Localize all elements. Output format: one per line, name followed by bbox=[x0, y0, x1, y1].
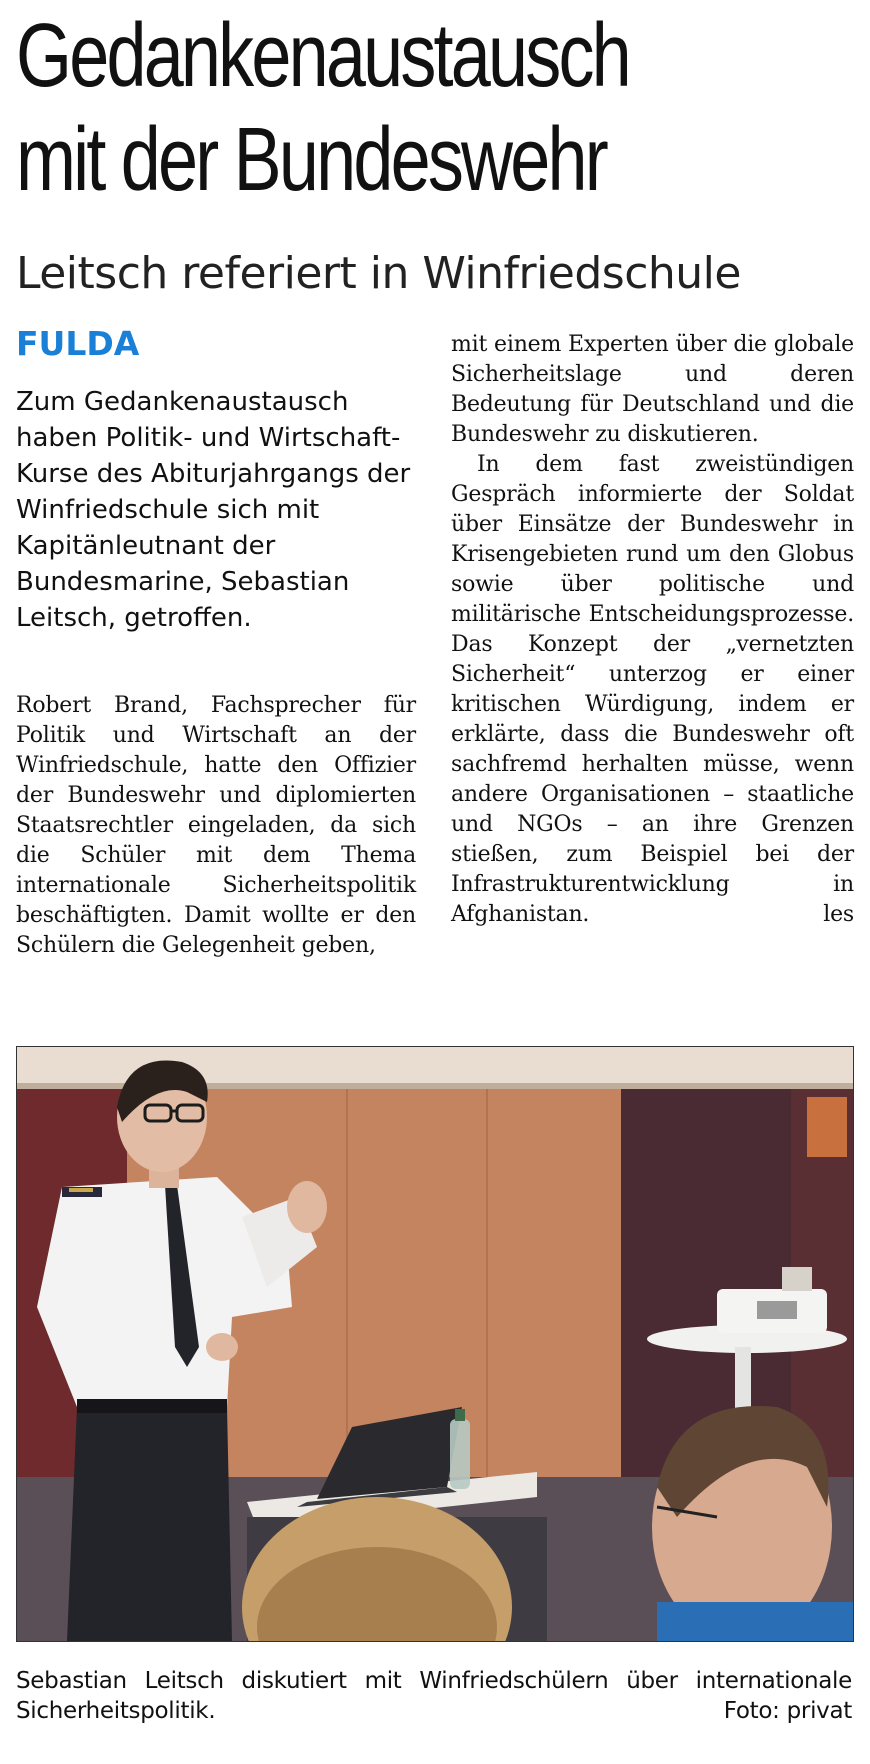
lead-paragraph: Zum Gedankenaustausch haben Politik- und Wirtschaft-Kurse des Abiturjahrgangs der Winfriedschule sich mit Kapitänleutnant der Bundesmarine, Sebastian Leitsch, getroffen. bbox=[16, 387, 411, 633]
photo-illustration bbox=[17, 1047, 853, 1641]
photo-caption bbox=[16, 1666, 852, 1726]
photo-credit: Foto: privat bbox=[723, 1698, 852, 1724]
body-paragraph-2-text: In dem fast zweistündigen Gespräch informierte der Soldat über Einsätze der Bundeswehr in Krisengebieten rund um den Globus sowie über politische und militärische Entscheidungsprozesse. Das Konzept der „vernetzten Sicherheit“ unterzog er einer kritischen Würdigung, indem er erklärte, dass die Bundeswehr oft sachfremd herhalten müsse, wenn andere Organisationen – staatliche und NGOs – an ihre Grenzen stießen, zum Beispiel bei der Infrastrukturentwicklung in Afghanistan. bbox=[451, 452, 854, 927]
body-text-column-2 bbox=[451, 330, 854, 930]
headline-line-2: mit der Bundeswehr bbox=[16, 110, 606, 210]
headline-line-1: Gedankenaustausch bbox=[16, 6, 629, 106]
body-paragraph-continued: mit einem Experten über die globale Sicherheitslage und deren Bedeutung für Deutschland und die Bundeswehr zu diskutieren. bbox=[451, 332, 854, 447]
subheadline: Leitsch referiert in Winfriedschule bbox=[16, 248, 741, 299]
article-photo bbox=[16, 1046, 854, 1642]
dateline: FULDA bbox=[16, 324, 140, 363]
headline bbox=[16, 4, 696, 212]
author-initials: les bbox=[823, 902, 854, 927]
body-text-column-1: Robert Brand, Fachsprecher für Politik und Wirtschaft an der Winfriedschule, hatte den Offizier der Bundeswehr und diplomierten Staatsrechtler eingeladen, da sich die Schüler mit dem Thema internationale Sicherheitspolitik beschäftigten. Damit wollte er den Schülern die Gelegenheit geben, bbox=[16, 693, 416, 958]
body-paragraph-2 bbox=[451, 450, 854, 930]
caption-text: Sebastian Leitsch diskutiert mit Winfriedschülern über internationale Sicherheitspolitik. bbox=[16, 1668, 852, 1724]
